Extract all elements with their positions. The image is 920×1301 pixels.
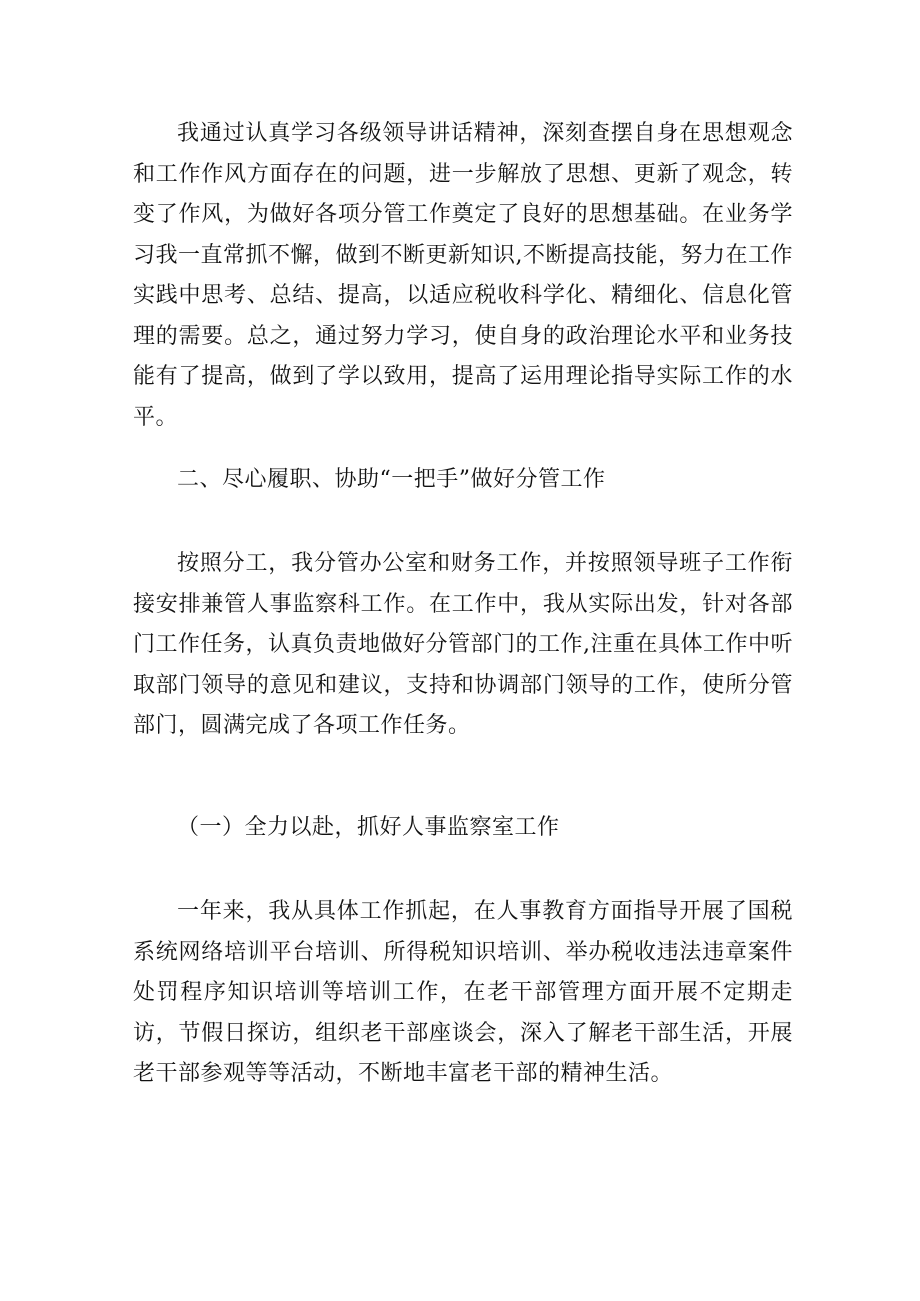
subsection-heading-personnel: （一）全力以赴，抓好人事监察室工作 xyxy=(177,815,560,840)
body-paragraph-division: 按照分工，我分管办公室和财务工作，并按照领导班子工作衔接安排兼管人事监察科工作。在工作中，我从实际出发，针对各部门工作任务，认真负责地做好分管部门的工作,注重在具体工作中听取部门领导的意见和建议，支持和协调部门领导的工作，使所分管部门，圆满完成了各项工作任务。 xyxy=(133,551,793,738)
body-paragraph-training: 一年来，我从具体工作抓起，在人事教育方面指导开展了国税系统网络培训平台培训、所得税知识培训、举办税收违法违章案件处罚程序知识培训等培训工作，在老干部管理方面开展不定期走访，节假日探访，组织老干部座谈会，深入了解老干部生活，开展老干部参观等等活动，不断地丰富老干部的精神生活。 xyxy=(133,899,793,1086)
body-paragraph-study: 我通过认真学习各级领导讲话精神，深刻查摆自身在思想观念和工作作风方面存在的问题，进一步解放了思想、更新了观念，转变了作风，为做好各项分管工作奠定了良好的思想基础。在业务学习我一直常抓不懈，做到不断更新知识,不断提高技能，努力在工作实践中思考、总结、提高，以适应税收科学化、精细化、信息化管理的需要。总之，通过努力学习，使自身的政治理论水平和业务技能有了提高，做到了学以致用，提高了运用理论指导实际工作的水平。 xyxy=(133,121,793,430)
section-heading-duties: 二、尽心履职、协助“一把手”做好分管工作 xyxy=(177,467,606,492)
